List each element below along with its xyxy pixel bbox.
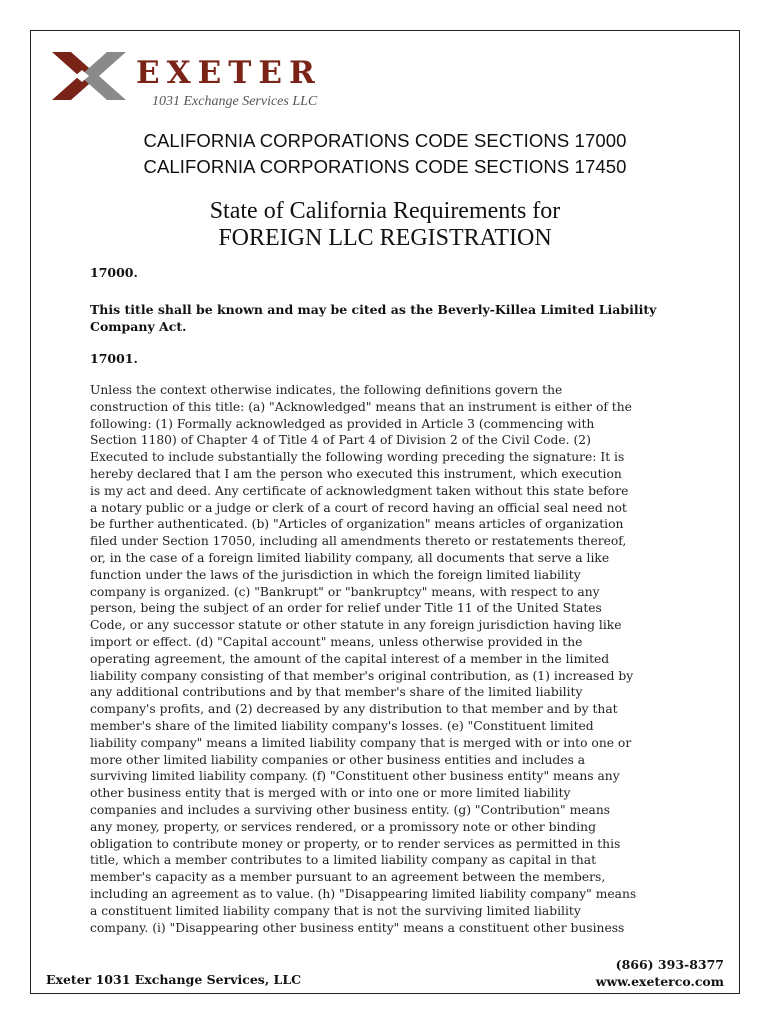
body-line: member's share of the limited liability company's losses. (e) "Constituent limited xyxy=(90,718,594,733)
body-line: person, being the subject of an order for relief under Title 11 of the United States xyxy=(90,601,602,616)
body-line: is my act and deed. Any certificate of acknowledgment taken without this state before xyxy=(90,483,629,498)
body-line: title, which a member contributes to a limited liability company as capital in that xyxy=(90,853,597,868)
body-line: liability company consisting of that member's original contribution, as (1) increased by xyxy=(90,668,634,683)
body-line: Unless the context otherwise indicates, the following definitions govern the xyxy=(90,383,563,397)
footer-phone: (866) 393-8377 xyxy=(615,957,724,972)
page-title-line-1: State of California Requirements for xyxy=(209,198,561,224)
section-17001-body xyxy=(90,382,690,936)
body-line: company's profits, and (2) decreased by any distribution to that member and by that xyxy=(90,702,618,717)
footer-company-name: Exeter 1031 Exchange Services, LLC xyxy=(46,972,302,987)
body-line: including an agreement as to value. (h) "Disappearing limited liability company" means xyxy=(90,886,637,901)
footer-website: www.exeterco.com xyxy=(595,974,724,989)
body-line: a constituent limited liability company that is not the surviving limited liability xyxy=(90,903,581,918)
body-line: or, in the case of a foreign limited liability company, all documents that serve a like xyxy=(90,550,610,565)
logo-wordmark: EXETER xyxy=(136,55,322,91)
section-17001-heading: 17001. xyxy=(90,351,138,366)
body-line: construction of this title: (a) "Acknowledged" means that an instrument is either of the xyxy=(90,399,632,414)
body-line: be further authenticated. (b) "Articles of organization" means articles of organization xyxy=(90,517,624,532)
body-line: obligation to contribute money or property, or to render services as permitted in this xyxy=(90,836,621,851)
body-line: more other limited liability companies or other business entities and includes a xyxy=(90,752,586,767)
body-line: other business entity that is merged with or into one or more limited liability xyxy=(90,786,571,801)
logo-subtitle: 1031 Exchange Services LLC xyxy=(152,94,318,109)
body-line: liability company" means a limited liability company that is merged with or into one or xyxy=(90,735,632,750)
body-line: filed under Section 17050, including all amendments thereto or restatements thereof, xyxy=(90,534,627,549)
code-heading-17000: CALIFORNIA CORPORATIONS CODE SECTIONS 17000 xyxy=(143,130,627,151)
body-line: company is organized. (c) "Bankrupt" or "bankruptcy" means, with respect to any xyxy=(90,584,600,599)
footer-contact xyxy=(596,956,724,990)
page-title-line-2: FOREIGN LLC REGISTRATION xyxy=(218,225,552,251)
body-line: company. (i) "Disappearing other business entity" means a constituent other business xyxy=(90,920,625,935)
body-line: Code, or any successor statute or other statute in any foreign jurisdiction having like xyxy=(90,618,622,633)
exeter-logo xyxy=(52,52,342,116)
body-line: function under the laws of the jurisdiction in which the foreign limited liability xyxy=(90,567,581,582)
body-line: a notary public or a judge or clerk of a court of record having an official seal need not xyxy=(90,500,627,515)
body-line: any money, property, or services rendered, or a promissory note or other binding xyxy=(90,819,596,834)
section-17000-text: This title shall be known and may be cited as the Beverly-Killea Limited Liability Company Act. xyxy=(90,302,657,334)
body-line: hereby declared that I am the person who executed this instrument, which execution xyxy=(90,466,622,481)
body-line: import or effect. (d) "Capital account" means, unless otherwise provided in the xyxy=(90,634,583,649)
body-line: operating agreement, the amount of the capital interest of a member in the limited xyxy=(90,651,610,666)
body-line: companies and includes a surviving other business entity. (g) "Contribution" means xyxy=(90,802,611,817)
body-line: Section 1180) of Chapter 4 of Title 4 of Part 4 of Division 2 of the Civil Code. (2) xyxy=(90,433,591,448)
body-line: member's capacity as a member pursuant to an agreement between the members, xyxy=(90,870,606,885)
body-line: following: (1) Formally acknowledged as provided in Article 3 (commencing with xyxy=(90,416,595,431)
section-17000-heading: 17000. xyxy=(90,265,138,280)
exeter-x-logo-icon xyxy=(52,52,126,100)
body-line: surviving limited liability company. (f) "Constituent other business entity" means any xyxy=(90,769,620,784)
body-line: Executed to include substantially the following wording preceding the signature: It is xyxy=(90,450,625,465)
body-line: any additional contributions and by that member's share of the limited liability xyxy=(90,685,583,700)
code-heading-17450: CALIFORNIA CORPORATIONS CODE SECTIONS 17450 xyxy=(143,156,627,177)
